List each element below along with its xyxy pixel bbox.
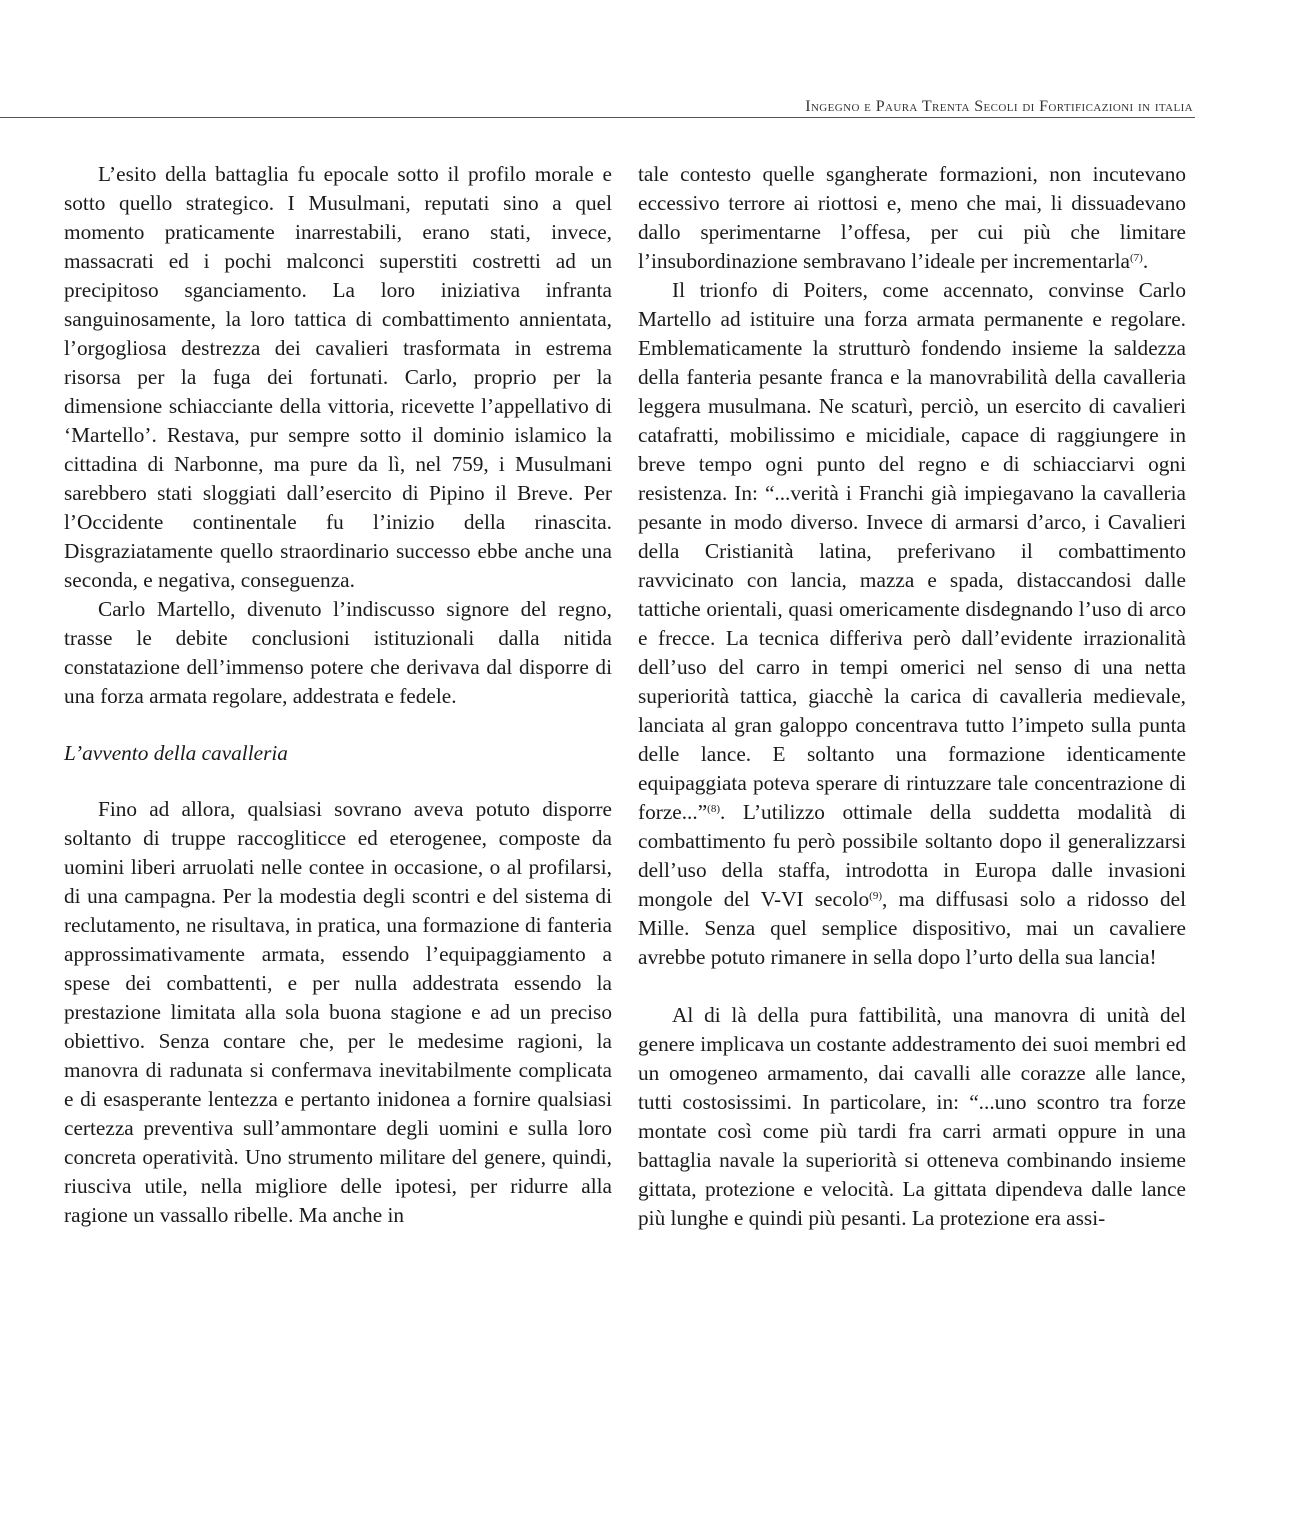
footnote-ref: (9) <box>869 890 882 902</box>
paragraph-gap <box>638 972 1186 1001</box>
paragraph: Carlo Martello, divenuto l’indiscusso signore del regno, trasse le debite conclusioni istituzionali dalla nitida constatazione dell’immenso potere che derivava dal disporre di una forza armata regolare, addestrata e fedele. <box>64 597 612 708</box>
paragraph: L’esito della battaglia fu epocale sotto il profilo morale e sotto quello strategico. I Musulmani, reputati sino a quel momento praticamente inarrestabili, erano stati, invece, massacrati ed i pochi malconci superstiti costretti ad un precipitoso sganciamento. La loro iniziativa infranta sanguinosamente, la loro tattica di combattimento annientata, l’orgogliosa destrezza dei cavalieri trasformata in estrema risorsa per la fuga dei fortunati. Carlo, proprio per la dimensione schiacciante della vittoria, ricevette l’appellativo di ‘Martello’. Restava, pur sempre sotto il dominio islamico la cittadina di Narbonne, ma pure da lì, nel 759, i Musulmani sarebbero stati sloggiati dall’esercito di Pipino il Breve. Per l’Occidente continentale fu l’inizio della rinascita. Disgraziatamente quello straordinario successo ebbe anche una seconda, e negativa, conseguenza. <box>64 162 612 592</box>
paragraph-text: , ma diffusasi solo a ridosso del Mille. Senza quel semplice dispositivo, mai un cavaliere avrebbe potuto rimanere in sella dopo l’urto della sua lancia! <box>638 887 1187 969</box>
paragraph-text: Il trionfo di Poiters, come accennato, convinse Carlo Martello ad istituire una forza armata permanente e regolare. Emblematicamente la strutturò fondendo insieme la saldezza della fanteria pesante franca e la manovrabilità della cavalleria leggera musulmana. Ne scaturì, perciò, un esercito di cavalieri catafratti, mobilissimo e micidiale, capace di raggiungere in breve tempo ogni punto del regno e di schiacciarvi ogni resistenza. In: “...verità i Franchi già impiegavano la cavalleria pesante in modo diverso. Invece di armarsi d’arco, i Cavalieri della Cristianità latina, preferivano il combattimento ravvicinato con lancia, mazza e spada, distaccandosi dalle tattiche orientali, quasi omericamente disdegnando l’uso di arco e frecce. La tecnica differiva però dall’evidente irrazionalità dell’uso del carro in tempi omerici nel senso di una netta superiorità tattica, giacchè la carica di cavalleria medievale, lanciata al gran galoppo concentrava tutto l’impeto sulla punta delle lance. E soltanto una formazione identicamente equipaggiata poteva sperare di rintuzzare tale concentrazione di forze...” <box>638 278 1186 824</box>
paragraph-text: . L’utilizzo ottimale della suddetta modalità di combattimento fu però possibile soltanto dopo il generalizzarsi dell’uso della staffa, introdotta in Europa dalle invasioni mongole del V-VI secolo <box>638 800 1186 911</box>
paragraph-text: tale contesto quelle sgangherate formazioni, non incutevano eccessivo terrore ai riottosi e, meno che mai, li dissuadevano dallo sperimentarne l’offesa, per cui più che limitare l’insubordinazione sembravano l’ideale per incrementarla <box>638 162 1186 273</box>
footnote-ref: (8) <box>707 803 720 815</box>
paragraph: Fino ad allora, qualsiasi sovrano aveva potuto disporre soltanto di truppe raccogliticce ed eterogenee, composte da uomini liberi arruolati nelle contee in occasione, o al profilarsi, di una campagna. Per la modestia degli scontri e del sistema di reclutamento, ne risultava, in pratica, una formazione di fanteria approssimativamente armata, essendo l’equipaggiamento a spese dei combattenti, e per nulla addestrata essendo la prestazione limitata alla sola buona stagione e ad un preciso obiettivo. Senza contare che, per le medesime ragioni, la manovra di radunata si confermava inevitabilmente complicata e di esasperante lentezza e pertanto inidonea a fornire qualsiasi certezza preventiva sull’ammontare degli uomini e sulla loro concreta operatività. Uno strumento militare del genere, quindi, riusciva utile, nella migliore delle ipotesi, per ridurre alla ragione un vassallo ribelle. Ma anche in <box>64 797 612 1227</box>
running-head: Ingegno e Paura Trenta Secoli di Fortificazioni in italia <box>805 98 1193 115</box>
paragraph <box>638 276 1186 972</box>
paragraph-text: . <box>1142 249 1149 273</box>
left-column <box>64 160 612 1230</box>
right-column <box>638 160 1186 1233</box>
header-rule <box>0 117 1195 118</box>
section-heading: L’avvento della cavalleria <box>64 741 288 765</box>
paragraph <box>638 160 1186 276</box>
paragraph: Al di là della pura fattibilità, una manovra di unità del genere implicava un costante addestramento dei suoi membri ed un omogeneo armamento, dai cavalli alle corazze alle lance, tutti costosissimi. In particolare, in: “...uno scontro tra forze montate così come più tardi fra carri armati oppure in una battaglia navale la superiorità si otteneva combinando insieme gittata, protezione e velocità. La gittata dipendeva dalle lance più lunghe e quindi più pesanti. La protezione era assi- <box>638 1003 1186 1230</box>
footnote-ref: (7) <box>1129 252 1143 264</box>
